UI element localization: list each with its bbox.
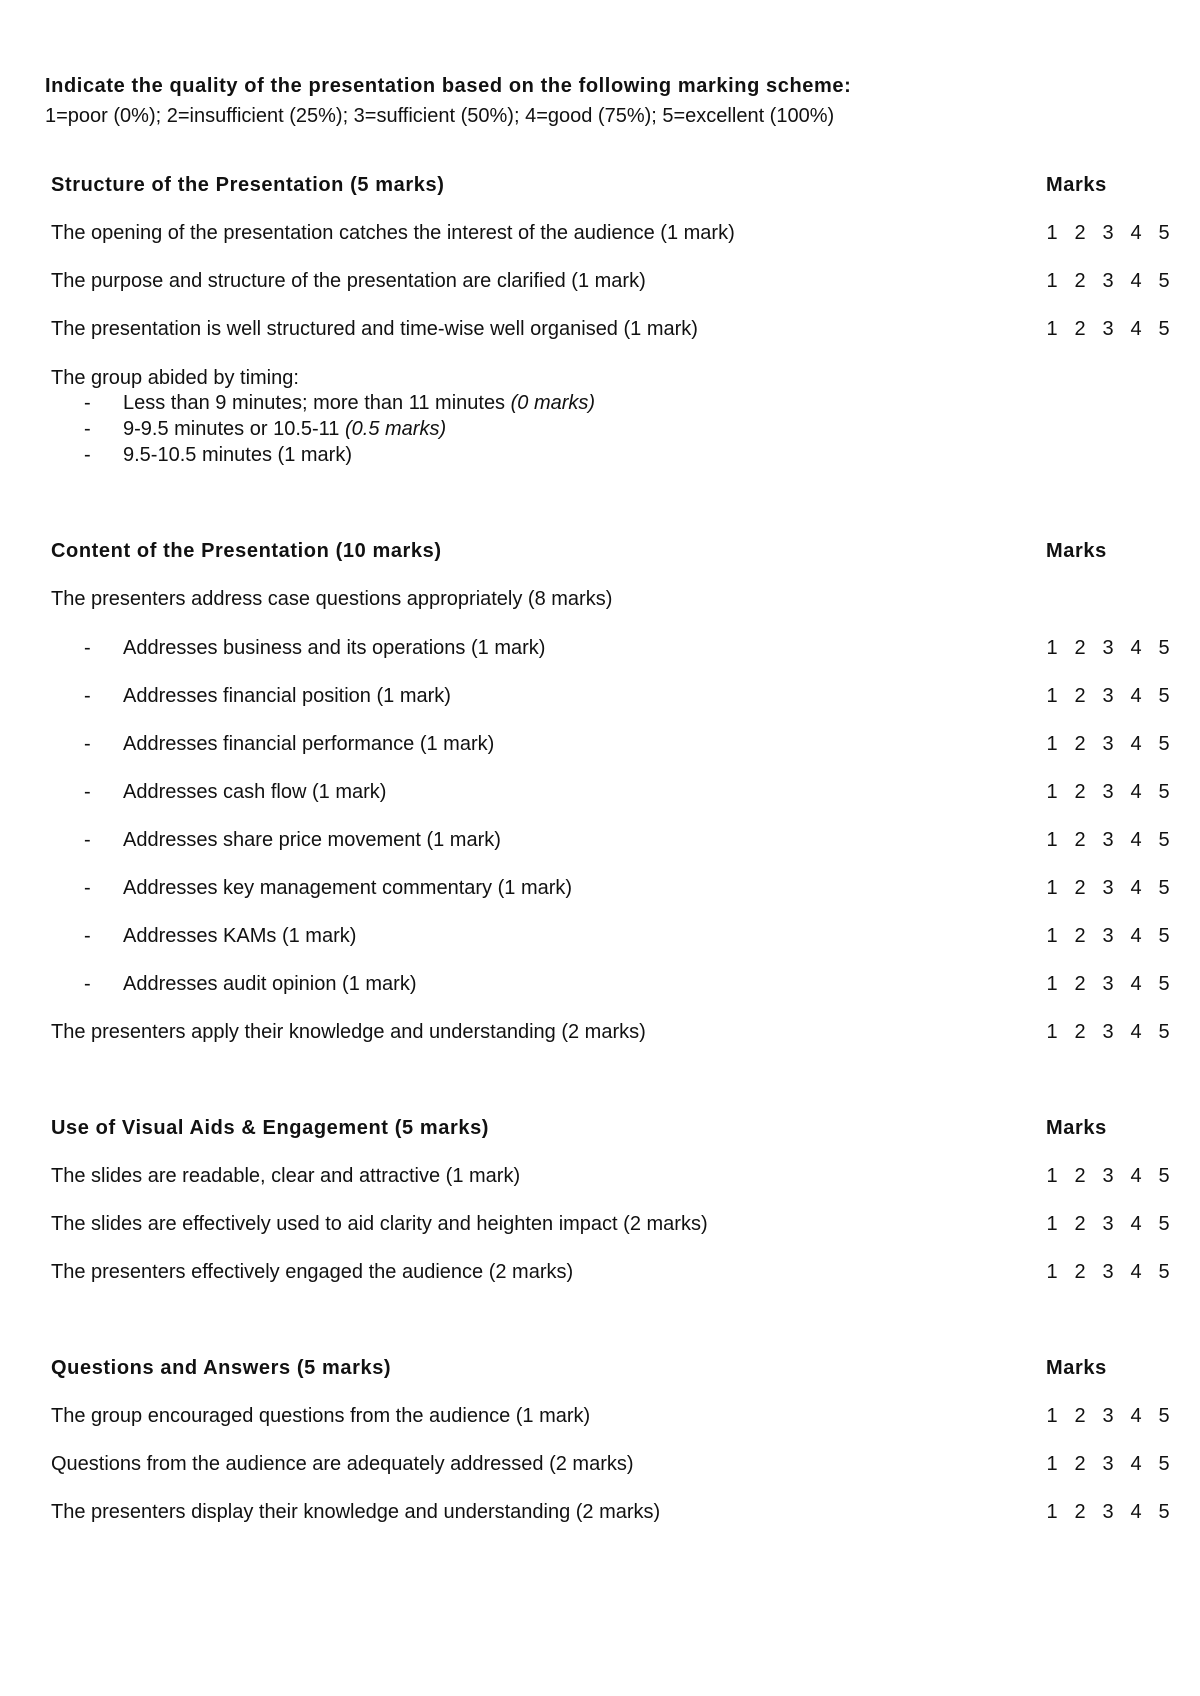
mark-option[interactable]: 4	[1130, 222, 1142, 244]
bullet-dash: -	[84, 733, 91, 755]
criterion-readable: The slides are readable, clear and attractive (1 mark)	[51, 1165, 521, 1187]
marks-scale	[1046, 924, 1170, 948]
bullet-dash: -	[84, 925, 91, 947]
mark-option[interactable]: 1	[1046, 829, 1058, 851]
mark-option[interactable]: 1	[1046, 925, 1058, 947]
mark-option[interactable]: 5	[1158, 925, 1170, 947]
mark-option[interactable]: 3	[1102, 829, 1114, 851]
mark-option[interactable]: 1	[1046, 973, 1058, 995]
mark-option[interactable]: 2	[1074, 733, 1086, 755]
marks-scale	[1046, 636, 1170, 660]
mark-option[interactable]: 2	[1074, 1261, 1086, 1283]
mark-option[interactable]: 2	[1074, 877, 1086, 899]
marks-scale	[1046, 828, 1170, 852]
mark-option[interactable]: 4	[1130, 318, 1142, 340]
mark-option[interactable]: 1	[1046, 318, 1058, 340]
marks-scale	[1046, 1020, 1170, 1044]
mark-option[interactable]: 2	[1074, 1165, 1086, 1187]
timing-option-text: 9-9.5 minutes or 10.5-11	[123, 418, 345, 440]
mark-option[interactable]: 3	[1102, 318, 1114, 340]
mark-option[interactable]: 5	[1158, 1213, 1170, 1235]
marks-scale	[1046, 1404, 1170, 1428]
mark-option[interactable]: 2	[1074, 973, 1086, 995]
mark-option[interactable]: 4	[1130, 877, 1142, 899]
structure-heading: Structure of the Presentation (5 marks)	[51, 174, 445, 196]
mark-option[interactable]: 3	[1102, 1501, 1114, 1523]
mark-option[interactable]: 4	[1130, 1453, 1142, 1475]
mark-option[interactable]: 5	[1158, 973, 1170, 995]
marks-scale	[1046, 221, 1170, 245]
content-subitem: Addresses audit opinion (1 mark)	[123, 973, 417, 995]
mark-option[interactable]: 5	[1158, 1021, 1170, 1043]
mark-option[interactable]: 2	[1074, 829, 1086, 851]
content-subitem: Addresses financial performance (1 mark)	[123, 733, 495, 755]
mark-option[interactable]: 2	[1074, 1021, 1086, 1043]
marks-scale	[1046, 1260, 1170, 1284]
mark-option[interactable]: 1	[1046, 1021, 1058, 1043]
mark-option[interactable]: 5	[1158, 829, 1170, 851]
mark-option[interactable]: 5	[1158, 637, 1170, 659]
mark-option[interactable]: 2	[1074, 1405, 1086, 1427]
mark-option[interactable]: 2	[1074, 1501, 1086, 1523]
mark-option[interactable]: 3	[1102, 781, 1114, 803]
mark-option[interactable]: 1	[1046, 781, 1058, 803]
mark-option[interactable]: 5	[1158, 685, 1170, 707]
marks-header-qa: Marks	[1046, 1357, 1107, 1379]
bullet-dash: -	[84, 829, 91, 851]
qa-heading: Questions and Answers (5 marks)	[51, 1357, 392, 1379]
marks-scale	[1046, 732, 1170, 756]
mark-option[interactable]: 3	[1102, 270, 1114, 292]
bullet-dash: -	[84, 877, 91, 899]
mark-option[interactable]: 4	[1130, 925, 1142, 947]
content-subitem: Addresses share price movement (1 mark)	[123, 829, 501, 851]
mark-option[interactable]: 3	[1102, 925, 1114, 947]
mark-option[interactable]: 5	[1158, 1165, 1170, 1187]
mark-option[interactable]: 4	[1130, 1501, 1142, 1523]
mark-option[interactable]: 1	[1046, 1213, 1058, 1235]
bullet-dash: -	[84, 444, 91, 466]
mark-option[interactable]: 3	[1102, 685, 1114, 707]
bullet-dash: -	[84, 637, 91, 659]
mark-option[interactable]: 4	[1130, 1405, 1142, 1427]
mark-option[interactable]: 3	[1102, 1405, 1114, 1427]
content-lead: The presenters address case questions appropriately (8 marks)	[51, 588, 613, 610]
mark-option[interactable]: 1	[1046, 1405, 1058, 1427]
mark-option[interactable]: 2	[1074, 1453, 1086, 1475]
content-subitem: Addresses cash flow (1 mark)	[123, 781, 387, 803]
mark-option[interactable]: 5	[1158, 1501, 1170, 1523]
timing-lead: The group abided by timing:	[51, 367, 299, 389]
criterion-slides-impact: The slides are effectively used to aid clarity and heighten impact (2 marks)	[51, 1213, 708, 1235]
marks-scale	[1046, 1164, 1170, 1188]
criterion-structured: The presentation is well structured and time-wise well organised (1 mark)	[51, 318, 698, 340]
mark-option[interactable]: 2	[1074, 222, 1086, 244]
scheme-heading: Indicate the quality of the presentation based on the following marking scheme:	[45, 75, 852, 97]
marks-scale	[1046, 1452, 1170, 1476]
mark-option[interactable]: 4	[1130, 637, 1142, 659]
mark-option[interactable]: 2	[1074, 925, 1086, 947]
content-subitem: Addresses financial position (1 mark)	[123, 685, 451, 707]
mark-option[interactable]: 4	[1130, 829, 1142, 851]
mark-option[interactable]: 3	[1102, 1261, 1114, 1283]
marks-scale	[1046, 1500, 1170, 1524]
mark-option[interactable]: 1	[1046, 1165, 1058, 1187]
criterion-engagement: The presenters effectively engaged the audience (2 marks)	[51, 1261, 574, 1283]
mark-option[interactable]: 5	[1158, 270, 1170, 292]
marks-scale	[1046, 1212, 1170, 1236]
marks-scale	[1046, 317, 1170, 341]
scheme-description: 1=poor (0%); 2=insufficient (25%); 3=sufficient (50%); 4=good (75%); 5=excellent (100%)	[45, 105, 835, 127]
mark-option[interactable]: 5	[1158, 1453, 1170, 1475]
mark-option[interactable]: 3	[1102, 973, 1114, 995]
mark-option[interactable]: 1	[1046, 733, 1058, 755]
mark-option[interactable]: 5	[1158, 1261, 1170, 1283]
mark-option[interactable]: 3	[1102, 733, 1114, 755]
mark-option[interactable]: 2	[1074, 318, 1086, 340]
mark-option[interactable]: 1	[1046, 685, 1058, 707]
bullet-dash: -	[84, 781, 91, 803]
criterion-opening: The opening of the presentation catches the interest of the audience (1 mark)	[51, 222, 735, 244]
mark-option[interactable]: 4	[1130, 973, 1142, 995]
mark-option[interactable]: 2	[1074, 270, 1086, 292]
marks-scale	[1046, 876, 1170, 900]
mark-option[interactable]: 3	[1102, 637, 1114, 659]
timing-option	[123, 417, 446, 441]
mark-option[interactable]: 4	[1130, 781, 1142, 803]
mark-option[interactable]: 5	[1158, 318, 1170, 340]
mark-option[interactable]: 2	[1074, 781, 1086, 803]
mark-option[interactable]: 4	[1130, 270, 1142, 292]
content-heading: Content of the Presentation (10 marks)	[51, 540, 442, 562]
marks-header-content: Marks	[1046, 540, 1107, 562]
marks-scale	[1046, 972, 1170, 996]
mark-option[interactable]: 5	[1158, 781, 1170, 803]
marks-scale	[1046, 269, 1170, 293]
criterion-questions-addressed: Questions from the audience are adequately addressed (2 marks)	[51, 1453, 634, 1475]
criterion-encouraged-questions: The group encouraged questions from the audience (1 mark)	[51, 1405, 591, 1427]
mark-option[interactable]: 1	[1046, 222, 1058, 244]
mark-option[interactable]: 4	[1130, 1021, 1142, 1043]
bullet-dash: -	[84, 973, 91, 995]
mark-option[interactable]: 1	[1046, 1501, 1058, 1523]
timing-option-marks: (0.5 marks)	[344, 418, 447, 440]
mark-option[interactable]: 2	[1074, 685, 1086, 707]
marks-header-structure: Marks	[1046, 174, 1107, 196]
content-subitem: Addresses KAMs (1 mark)	[123, 925, 357, 947]
mark-option[interactable]: 3	[1102, 1021, 1114, 1043]
criterion-knowledge: The presenters display their knowledge and understanding (2 marks)	[51, 1501, 661, 1523]
timing-option	[123, 391, 595, 415]
bullet-dash: -	[84, 392, 91, 414]
marks-header-visual: Marks	[1046, 1117, 1107, 1139]
mark-option[interactable]: 2	[1074, 637, 1086, 659]
mark-option[interactable]: 4	[1130, 733, 1142, 755]
mark-option[interactable]: 5	[1158, 1405, 1170, 1427]
mark-option[interactable]: 1	[1046, 270, 1058, 292]
timing-option-marks: (0 marks)	[510, 392, 596, 414]
mark-option[interactable]: 4	[1130, 1261, 1142, 1283]
mark-option[interactable]: 3	[1102, 222, 1114, 244]
timing-option-text: Less than 9 minutes; more than 11 minutes	[123, 392, 511, 414]
mark-option[interactable]: 1	[1046, 1261, 1058, 1283]
mark-option[interactable]: 3	[1102, 877, 1114, 899]
mark-option[interactable]: 1	[1046, 1453, 1058, 1475]
mark-option[interactable]: 5	[1158, 877, 1170, 899]
mark-option[interactable]: 3	[1102, 1213, 1114, 1235]
marks-scale	[1046, 780, 1170, 804]
mark-option[interactable]: 5	[1158, 733, 1170, 755]
mark-option[interactable]: 3	[1102, 1453, 1114, 1475]
content-subitem: Addresses key management commentary (1 mark)	[123, 877, 573, 899]
criterion-purpose: The purpose and structure of the presentation are clarified (1 mark)	[51, 270, 646, 292]
mark-option[interactable]: 3	[1102, 1165, 1114, 1187]
mark-option[interactable]: 1	[1046, 877, 1058, 899]
mark-option[interactable]: 4	[1130, 1165, 1142, 1187]
mark-option[interactable]: 1	[1046, 637, 1058, 659]
mark-option[interactable]: 4	[1130, 1213, 1142, 1235]
content-final: The presenters apply their knowledge and understanding (2 marks)	[51, 1021, 646, 1043]
timing-option: 9.5-10.5 minutes (1 mark)	[123, 444, 352, 466]
content-subitem: Addresses business and its operations (1 mark)	[123, 637, 546, 659]
bullet-dash: -	[84, 685, 91, 707]
visual-heading: Use of Visual Aids & Engagement (5 marks)	[51, 1117, 490, 1139]
mark-option[interactable]: 2	[1074, 1213, 1086, 1235]
mark-option[interactable]: 4	[1130, 685, 1142, 707]
bullet-dash: -	[84, 418, 91, 440]
mark-option[interactable]: 5	[1158, 222, 1170, 244]
marks-scale	[1046, 684, 1170, 708]
